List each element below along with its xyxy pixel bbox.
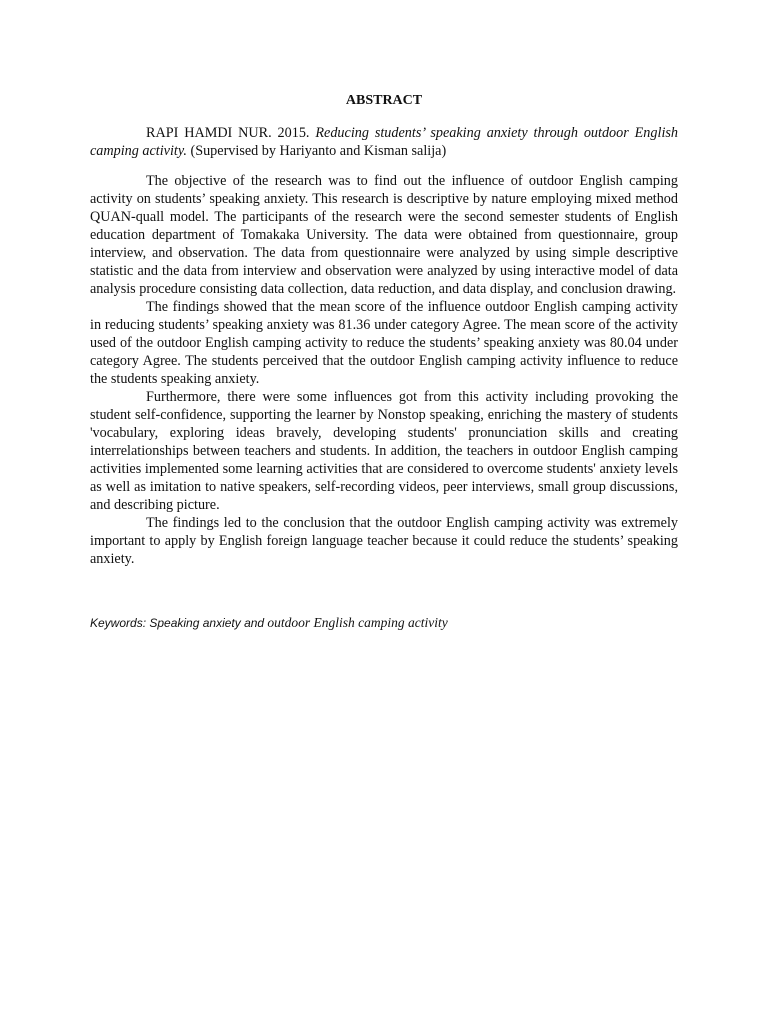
abstract-body	[90, 172, 678, 568]
keywords-value: outdoor English camping activity	[267, 615, 448, 630]
abstract-title: ABSTRACT	[345, 93, 423, 108]
citation-author-year: RAPI HAMDI NUR. 2015.	[146, 125, 310, 141]
citation	[90, 124, 678, 160]
citation-thesis-title: Reducing students’ speaking anxiety through outdoor English camping activity.	[90, 125, 678, 159]
paragraph-findings: The findings showed that the mean score of the influence outdoor English camping activity in reducing students’ speaking anxiety was 81.36 under category Agree. The mean score of the activity used of the outdoor English camping activity to reduce the students’ speaking anxiety was 80.04 under category Agree. The students perceived that the outdoor English camping activity influence to reduce the students speaking anxiety.	[90, 299, 678, 387]
paragraph-objective: The objective of the research was to find out the influence of outdoor English camping activity on students’ speaking anxiety. This research is descriptive by nature employing mixed method QUAN-quall model. The participants of the research were the second semester students of English education department of Tomakaka University. The data were obtained from questionnaire, group interview, and observation. The data from questionnaire were analyzed by using simple descriptive statistic and the data from interview and observation were analyzed by using interactive model of data analysis procedure consisting data collection, data reduction, and data display, and conclusion drawing.	[90, 173, 678, 297]
paragraph-conclusion: The findings led to the conclusion that the outdoor English camping activity was extremely important to apply by English foreign language teacher because it could reduce the students’ speaking anxiety.	[90, 515, 678, 567]
keywords	[90, 614, 678, 632]
paragraph-influences: Furthermore, there were some influences got from this activity including provoking the student self-confidence, supporting the learner by Nonstop speaking, enriching the mastery of students 'vocabulary, exploring ideas bravely, developing students' pronunciation skills and creating interrelationships between teachers and students. In addition, the teachers in outdoor English camping activities implemented some learning activities that are considered to overcome students' anxiety levels as well as imitation to native speakers, self-recording videos, peer interviews, small group discussions, and describing picture.	[90, 389, 678, 513]
citation-supervisors: (Supervised by Hariyanto and Kisman salija)	[190, 143, 447, 159]
keywords-label: Keywords: Speaking anxiety and	[90, 616, 265, 630]
